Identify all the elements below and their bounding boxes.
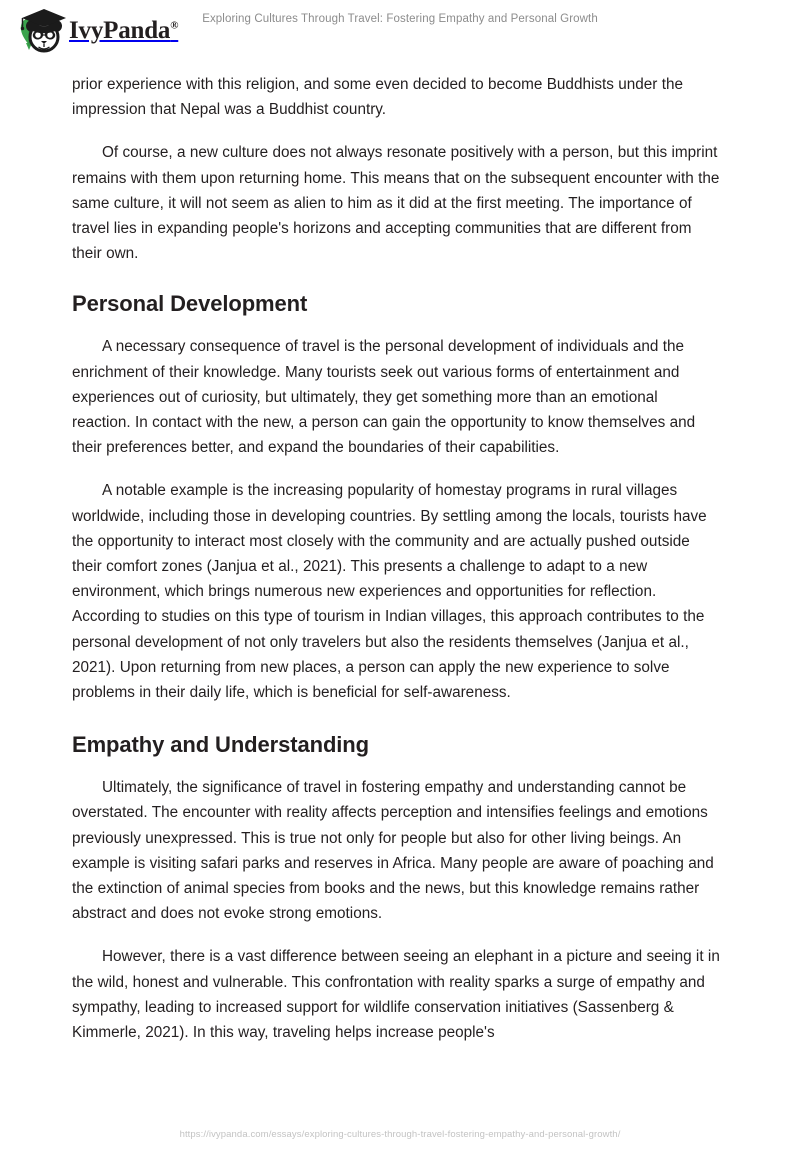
paragraph: prior experience with this religion, and some even decided to become Buddhists under the impression that Nepal was a Buddhist country.: [72, 76, 683, 119]
paragraph: Ultimately, the significance of travel in fostering empathy and understanding cannot be overstated. The encounter with reality affects perception and intensifies feelings and emotions previously unexpressed. This is true not only for people but also for other living beings. An example is visiting safari parks and reserves in Africa. Many people are aware of poaching and the extinction of animal species from books and the news, but this knowledge remains rather abstract and does not evoke strong emotions.: [72, 779, 714, 923]
document-title: Exploring Cultures Through Travel: Fostering Empathy and Personal Growth: [202, 13, 598, 25]
paragraph: However, there is a vast difference between seeing an elephant in a picture and seeing it in the wild, honest and vulnerable. This confrontation with reality sparks a surge of empathy and sympathy, leading to increased support for wildlife conservation initiatives (Sassenberg & Kimmerle, 2021). In this way, traveling helps increase people's: [72, 948, 720, 1042]
section-heading: Empathy and Understanding: [72, 732, 369, 758]
brand-name: IvyPanda®: [69, 17, 179, 44]
paragraph: A notable example is the increasing popularity of homestay programs in rural villages worldwide, including those in developing countries. By settling among the locals, tourists have the opportunity to interact most closely with the community and are actually pushed outside their comfort zones (Janjua et al., 2021). This presents a challenge to adapt to a new environment, which brings numerous new experiences and opportunities for reflection. According to studies on this type of tourism in Indian villages, this approach contributes to the personal development of not only travelers but also the residents themselves (Janjua et al., 2021). Upon returning from new places, a person can apply the new experience to solve problems in their daily life, which is beneficial for self-awareness.: [72, 482, 707, 702]
source-url-link[interactable]: https://ivypanda.com/essays/exploring-cultures-through-travel-fostering-empathy-and-personal-growth/: [179, 1129, 621, 1140]
section-heading: Personal Development: [72, 291, 308, 317]
paragraph: A necessary consequence of travel is the personal development of individuals and the enrichment of their knowledge. Many tourists seek out various forms of entertainment and experiences out of curiosity, but ultimately, they get something more than an emotional reaction. In contact with the new, a person can gain the opportunity to know themselves and their preferences better, and expand the boundaries of their capabilities.: [72, 338, 696, 457]
page-footer: [0, 1124, 800, 1142]
document-body: [72, 72, 720, 1063]
registered-mark: ®: [170, 19, 179, 32]
page-header: [0, 0, 800, 62]
paragraph: Of course, a new culture does not always resonate positively with a person, but this imprint remains with them upon returning home. This means that on the subsequent encounter with the same culture, it will not seem as alien to him as it did at the first meeting. The importance of travel lies in expanding people's horizons and accepting communities that are different from their own.: [72, 144, 720, 263]
